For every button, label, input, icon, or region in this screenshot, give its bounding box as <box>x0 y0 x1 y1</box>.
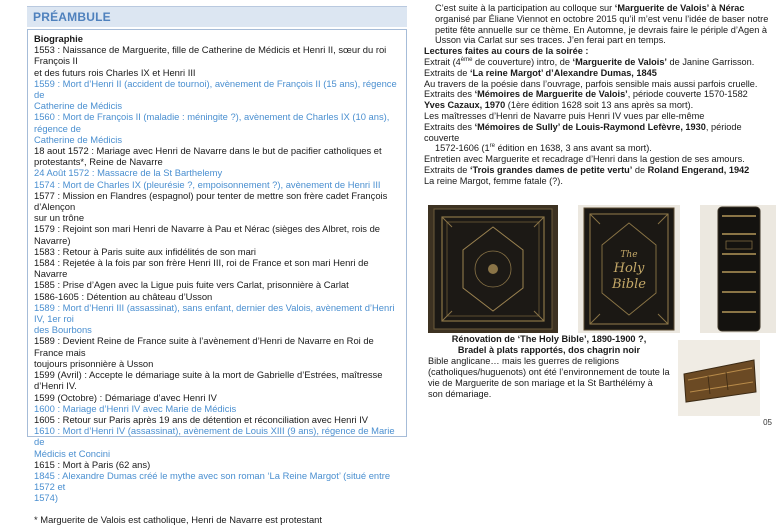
timeline-line: 1610 : Mort d’Henri IV (assassinat), avènement de Louis XIII (9 ans), régence de Marie de <box>34 425 395 448</box>
reading-heading <box>424 46 776 57</box>
timeline-line: 1584 : Rejetée à la fois par son frère Henri III, roi de France et son mari Henri de Navarre <box>34 257 369 280</box>
biography-timeline <box>34 44 402 503</box>
bible-cover-photo-1 <box>428 205 558 333</box>
reading-5 <box>424 165 776 176</box>
timeline-line: 1605 : Retour sur Paris après 19 ans de détention et réconciliation avec Henri IV <box>34 413 369 425</box>
timeline-line: 1574 : Mort de Charles IX (pleurésie ?, empoisonnement ?), avènement de Henri III <box>34 178 381 190</box>
caption-title-line2: Bradel à plats rapportés, dos chagrin noir <box>457 345 641 355</box>
timeline-line: 1560 : Mort de François II (maladie : méningite ?), avènement de Charles IX (10 ans), régence de <box>34 111 390 134</box>
biography-heading: Biographie <box>34 33 83 44</box>
reading-2-comment: Au travers de la poésie dans l’ouvrage, parfois sensible mais aussi parfois cruelle. <box>424 78 758 89</box>
reading-text: (1ère édition 1628 soit 13 ans après sa mort). <box>505 100 694 111</box>
reading-text: Extraits des <box>424 121 475 132</box>
bible-cover-image <box>428 205 558 333</box>
bible-front-cover-image <box>578 205 680 333</box>
timeline-line: 1577 : Mission en Flandres (espagnol) pour tenter de mettre son frère cadet François d’Alençon <box>34 189 388 213</box>
bible-cover-photo-2 <box>578 205 680 333</box>
reading-4-comment: Entretien avec Marguerite et recadrage d’Henri dans la gestion de ses amours. <box>424 154 745 165</box>
timeline-line: 1553 : Naissance de Marguerite, fille de Catherine de Médicis et Henri II, sœur du roi François II <box>34 44 387 67</box>
intro-text <box>424 3 776 187</box>
timeline-line: 18 aout 1572 : Mariage avec Henri de Navarre dans le but de pacifier catholiques et <box>34 145 382 157</box>
page-title: PRÉAMBULE <box>33 10 111 24</box>
photo-caption <box>428 334 670 400</box>
author-name: Roland Engerand, 1942 <box>647 164 750 175</box>
timeline-line: et des futurs rois Charles IX et Henri III <box>34 66 196 78</box>
superscript: ème <box>460 56 473 63</box>
reading-3-comment: Les maîtresses d’Henri de Navarre puis Henri IV vues par elle-même <box>424 110 705 121</box>
reading-text: Extrait (4 <box>424 56 461 67</box>
bible-title-holy: Holy <box>613 261 645 276</box>
timeline-line: 1589 : Devient Reine de France suite à l’avènement d’Henri de Navarre en Roi de France mais <box>34 335 374 358</box>
timeline-line: 1589 : Mort d’Henri III (assassinat), sans enfant, dernier des Valois, avènement d’Henri IV, 1er roi <box>34 301 395 325</box>
intro-text-part: organisé par Éliane Viennot en octobre 2015 qu’il m’est venu l’idée de baser notre petite fête annuelle sur ce thème. En Automne, je devrais faire le périple d’Agen à Usson via Carlat sur ses traces. J’en ferai part en temps. <box>435 13 769 46</box>
bible-title-bible: Bible <box>612 277 646 292</box>
bible-spine-photo <box>700 205 776 333</box>
timeline-line: 1586-1605 : Détention au château d’Usson <box>34 290 213 302</box>
timeline-line: Médicis et Concini <box>34 447 111 459</box>
timeline-line: 1579 : Rejoint son mari Henri de Navarre à Pau et Nérac (sièges des Albret, rois de Navarre) <box>34 223 381 246</box>
timeline-line: toujours prisonnière à Usson <box>34 357 154 369</box>
timeline-line: sur un trône <box>34 212 85 224</box>
book-title: ‘Mémoires de Sully’ de Louis-Raymond Lefèvre, 1930 <box>474 121 706 132</box>
timeline-line: Catherine de Médicis <box>34 133 123 145</box>
intro-paragraph <box>424 3 776 46</box>
caption-title-line1: Rénovation de ‘The Holy Bible’, 1890-1900 ?, <box>451 334 647 344</box>
bible-spine-detail-photo <box>678 340 760 416</box>
reading-text: , période couverte 1570-1582 <box>627 89 748 100</box>
colloque-title: ‘Marguerite de Valois’ à Nérac <box>614 3 745 13</box>
timeline-line: 1559 : Mort d’Henri II (accident de tournoi), avènement de François II (15 ans), régence de <box>34 77 397 101</box>
reading-4-period <box>424 143 776 154</box>
timeline-line: protestants*, Reine de Navarre <box>34 156 163 168</box>
book-title: ‘La reine Margot’ d’Alexandre Dumas, 1845 <box>469 67 657 78</box>
timeline-line: 1599 (Octobre) : Démariage d’avec Henri IV <box>34 391 217 403</box>
book-title: ‘Mémoires de Marguerite de Valois’ <box>474 89 628 100</box>
reading-text: Extraits de <box>424 67 470 78</box>
reading-text: de <box>632 164 648 175</box>
timeline-line: 1583 : Retour à Paris suite aux infidélités de son mari <box>34 245 256 257</box>
timeline-line: des Bourbons <box>34 324 92 336</box>
timeline-line: 1574) <box>34 492 58 504</box>
timeline-line: 1600 : Mariage d’Henri IV avec Marie de Médicis <box>34 402 237 414</box>
reading-3-author <box>424 100 776 111</box>
reading-text: édition en 1638, 3 ans avant sa mort). <box>495 143 652 154</box>
intro-text-part: C’est suite à la participation au colloque sur <box>435 3 615 13</box>
reading-text: 1572-1606 (1 <box>435 143 490 154</box>
timeline-line: 24 Août 1572 : Massacre de la St Barthelemy <box>34 167 223 179</box>
timeline-line: 1845 : Alexandre Dumas créé le mythe avec son roman ‘La Reine Margot’ (situé entre 1572 et <box>34 469 391 493</box>
reading-4 <box>424 122 776 144</box>
timeline-line: 1615 : Mort à Paris (62 ans) <box>34 458 151 470</box>
timeline-line: 1585 : Prise d’Agen avec la Ligue puis fuite vers Carlat, prisonnière à Carlat <box>34 279 349 291</box>
reading-2 <box>424 68 776 79</box>
biography-footnote: * Marguerite de Valois est catholique, Henri de Navarre est protestant <box>34 513 322 525</box>
reading-text: de Janine Garrisson. <box>667 56 755 67</box>
timeline-line: Catherine de Médicis <box>34 100 123 112</box>
book-title: ‘Trois grandes dames de petite vertu’ <box>469 164 633 175</box>
author-name: Yves Cazaux, 1970 <box>424 100 506 111</box>
bible-spine-image <box>700 205 776 333</box>
reading-5-comment: La reine Margot, femme fatale (?). <box>424 175 563 186</box>
book-title: ‘Marguerite de Valois’ <box>572 56 667 67</box>
page-number: 05 <box>763 418 772 427</box>
section-title-bar <box>27 6 407 27</box>
reading-3 <box>424 89 776 100</box>
timeline-line: 1599 (Avril) : Accepte le démariage suite à la mort de Gabrielle d’Estrées, maîtresse d’Henri IV. <box>34 369 383 392</box>
bible-title-the: The <box>620 250 638 260</box>
bible-spine-detail-image <box>678 340 760 416</box>
reading-text: Extraits des <box>424 89 475 100</box>
reading-text: , période couverte <box>424 121 742 143</box>
reading-text: Extraits de <box>424 164 470 175</box>
reading-1 <box>424 57 776 68</box>
reading-text: de couverture) intro, de <box>472 56 573 67</box>
superscript: re <box>489 143 496 150</box>
caption-body: Bible anglicane… mais les guerres de religions (catholiques/huguenots) ont été l’environnement de toute la vie de Marguerite de son mariage et la St Barthélémy à son démariage. <box>428 356 670 399</box>
biography-panel <box>27 29 407 525</box>
reading-heading-text: Lectures faites au cours de la soirée : <box>424 46 589 57</box>
